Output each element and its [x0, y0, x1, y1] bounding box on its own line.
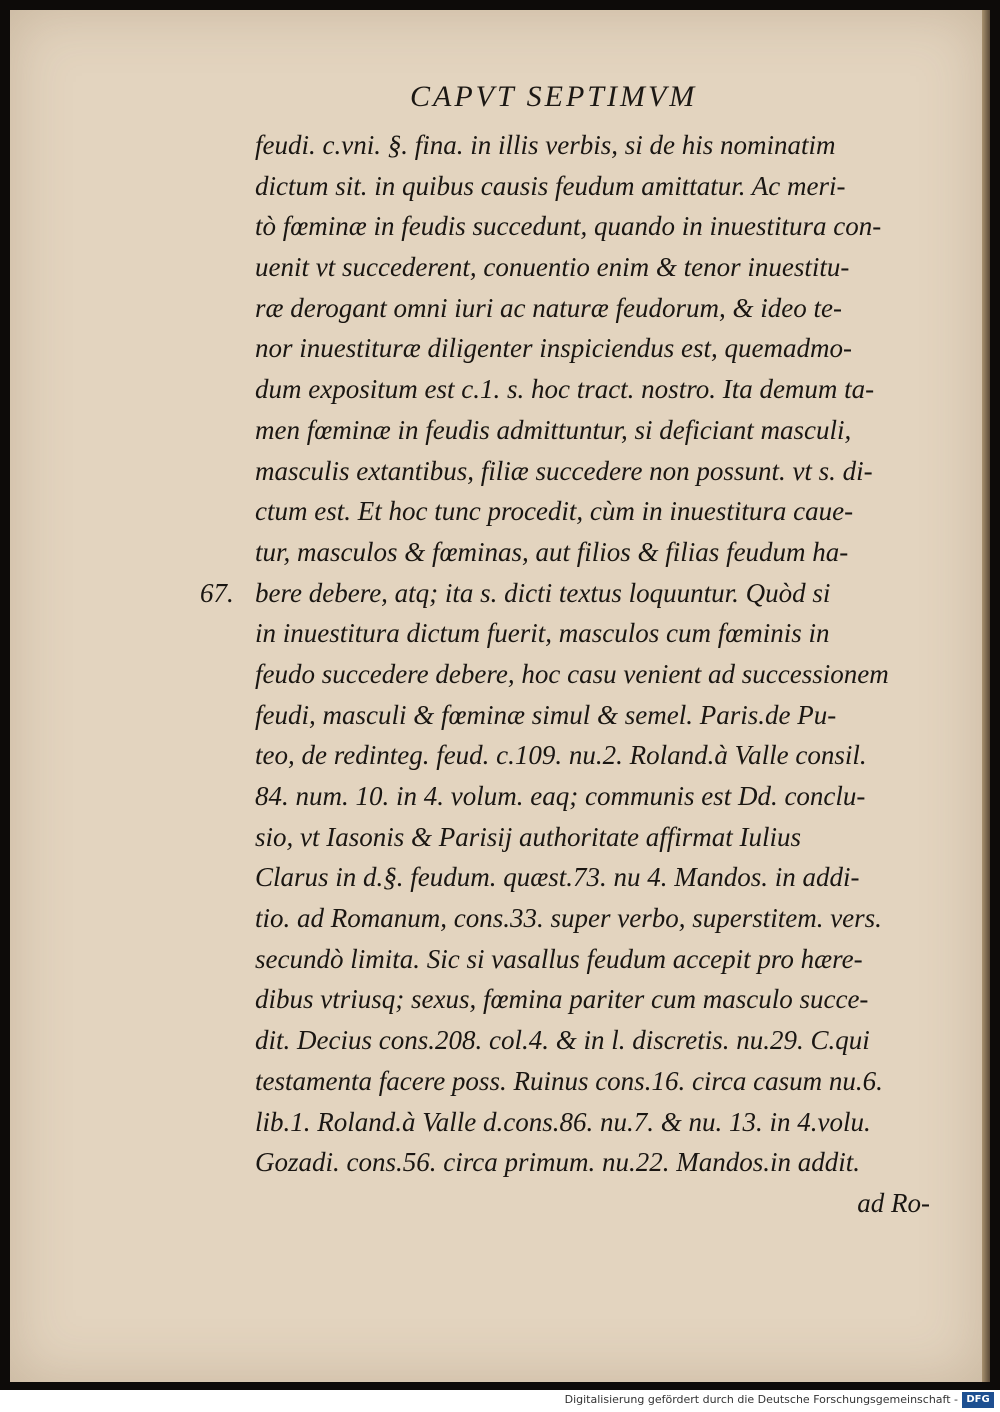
text-line: Clarus in d.§. feudum. quæst.73. nu 4. Mandos. in addi- — [255, 862, 860, 893]
text-line: masculis extantibus, filiæ succedere non possunt. vt s. di- — [255, 455, 873, 486]
text-line: Gozadi. cons.56. circa primum. nu.22. Mandos.in addit. — [255, 1147, 860, 1178]
text-line: men fœminæ in feudis admittuntur, si deficiant masculi, — [255, 414, 852, 445]
text-line: bere debere, atq; ita s. dicti textus loquuntur. Quòd si — [255, 577, 831, 608]
page-edge — [982, 10, 990, 1382]
text-line: dibus vtriusq; sexus, fœmina pariter cum masculo succe- — [255, 984, 869, 1015]
catchword: ad Ro- — [857, 1187, 930, 1218]
text-line: tò fœminæ in feudis succedunt, quando in inuestitura con- — [255, 211, 882, 242]
text-line: ctum est. Et hoc tunc procedit, cùm in inuestitura caue- — [255, 496, 854, 527]
text-line: feudi. c.vni. §. fina. in illis verbis, si de his nominatim — [255, 130, 836, 160]
margin-number: 67. — [200, 577, 234, 608]
text-line: dictum sit. in quibus causis feudum amittatur. Ac meri- — [255, 170, 846, 201]
text-line: sio, vt Iasonis & Parisij authoritate affirmat Iulius — [255, 821, 802, 852]
text-line: teo, de redinteg. feud. c.109. nu.2. Roland.à Valle consil. — [255, 740, 867, 771]
text-line: lib.1. Roland.à Valle d.cons.86. nu.7. & nu. 13. in 4.volu. — [255, 1106, 871, 1137]
text-line: testamenta facere poss. Ruinus cons.16. circa casum nu.6. — [255, 1065, 883, 1096]
funding-notice: Digitalisierung gefördert durch die Deutsche Forschungsgemeinschaft - — [564, 1393, 958, 1406]
text-line: dum expositum est c.1. s. hoc tract. nostro. Ita demum ta- — [255, 374, 875, 405]
text-line: 84. num. 10. in 4. volum. eaq; communis est Dd. conclu- — [255, 781, 866, 811]
text-line: dit. Decius cons.208. col.4. & in l. discretis. nu.29. C.qui — [255, 1025, 870, 1056]
footer-bar — [0, 1390, 1000, 1412]
text-line: in inuestitura dictum fuerit, masculos cum fœminis in — [255, 618, 830, 649]
text-line: feudo succedere debere, hoc casu venient ad successionem — [255, 658, 889, 689]
text-line: nor inuestituræ diligenter inspiciendus est, quemadmo- — [255, 333, 852, 364]
text-line: uenit vt succederent, conuentio enim & tenor inuestitu- — [255, 252, 850, 283]
text-line: ræ derogant omni iuri ac naturæ feudorum, & ideo te- — [255, 292, 842, 323]
text-line: tio. ad Romanum, cons.33. super verbo, superstitem. vers. — [255, 903, 882, 934]
text-block — [200, 125, 940, 1224]
running-head: CAPVT SEPTIMVM — [410, 80, 698, 113]
text-line: feudi, masculi & fœminæ simul & semel. Paris.de Pu- — [255, 699, 837, 730]
text-line-with-margin — [200, 573, 940, 614]
text-line: secundò limita. Sic si vasallus feudum accepit pro hære- — [255, 943, 863, 974]
dfg-logo: DFG — [962, 1392, 994, 1408]
text-line: tur, masculos & fœminas, aut filios & filias feudum ha- — [255, 536, 849, 567]
